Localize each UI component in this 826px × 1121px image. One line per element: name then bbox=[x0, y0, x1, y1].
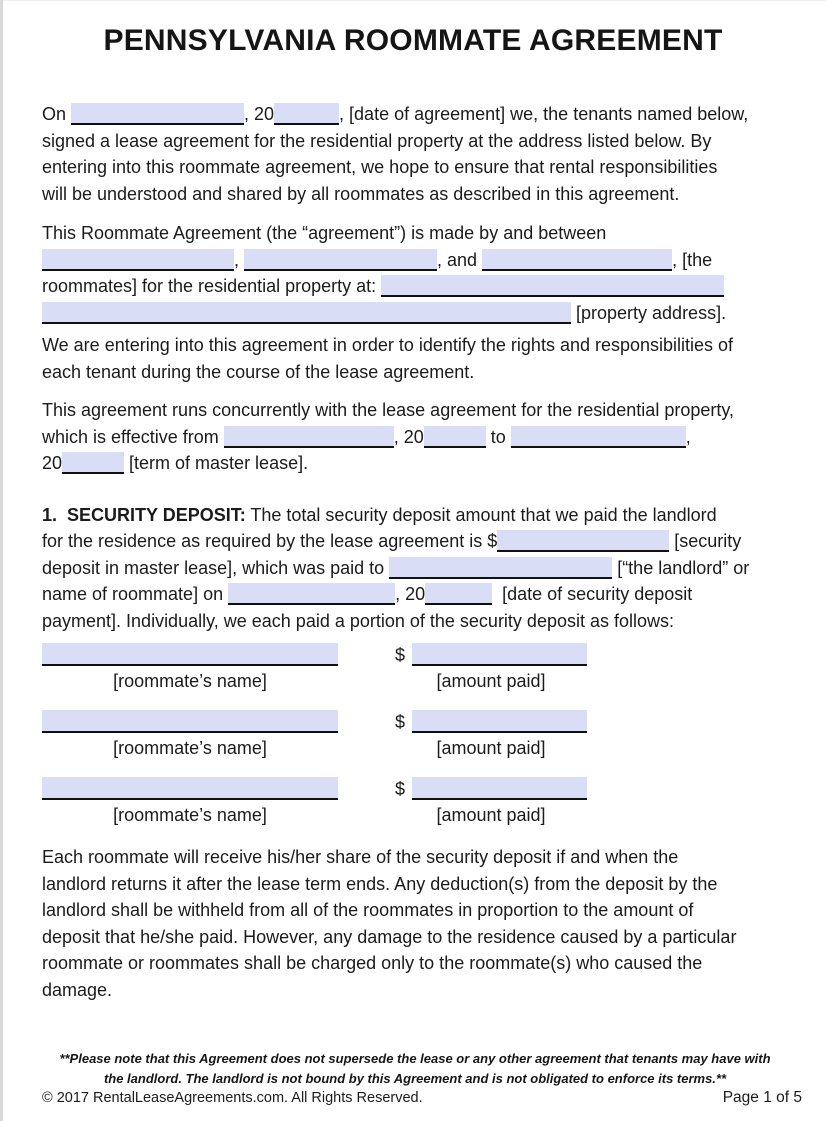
text-line bbox=[42, 924, 790, 951]
roommate-name-label: [roommate’s name] bbox=[113, 805, 267, 825]
section-heading: 1. SECURITY DEPOSIT: bbox=[42, 504, 246, 525]
fill-in-blank[interactable] bbox=[381, 275, 724, 297]
roommate-name-column bbox=[42, 777, 338, 827]
text-run: will be understood and shared by all roommates as described in this agreement. bbox=[42, 183, 680, 204]
dollar-sign: $ bbox=[395, 779, 406, 799]
paragraph-purpose bbox=[42, 332, 790, 385]
text-run: , and bbox=[437, 249, 483, 270]
paragraph-lease-term bbox=[42, 397, 790, 477]
text-run: which is effective from bbox=[42, 426, 224, 447]
footer-disclaimer-line-1: **Please note that this Agreement does not supersede the lease or any other agreement that tenants may have with bbox=[59, 1051, 771, 1066]
text-line bbox=[42, 359, 790, 386]
amount-paid-blank[interactable] bbox=[412, 710, 587, 733]
dollar-sign: $ bbox=[395, 645, 406, 665]
text-run: [term of master lease]. bbox=[124, 453, 309, 473]
fill-in-blank[interactable] bbox=[71, 103, 244, 125]
text-run: roommates] for the residential property at: bbox=[42, 276, 382, 296]
text-line bbox=[42, 181, 790, 208]
text-run: , [date of agreement] we, the tenants named below, bbox=[339, 104, 749, 124]
text-line bbox=[42, 528, 790, 555]
text-run: On bbox=[42, 104, 72, 124]
text-line bbox=[42, 247, 790, 274]
amount-paid-column bbox=[395, 777, 587, 827]
amount-line bbox=[395, 710, 587, 733]
fill-in-blank[interactable] bbox=[424, 426, 486, 448]
footer-disclaimer-line-2: the landlord. The landlord is not bound by this Agreement and is not obligated to enforce its terms.** bbox=[103, 1070, 727, 1086]
text-run: damage. bbox=[42, 979, 113, 1000]
text-run: This Roommate Agreement (the “agreement”) is made by and between bbox=[42, 223, 607, 243]
text-run: Each roommate will receive his/her share of the security deposit if and when the bbox=[42, 847, 679, 867]
text-line bbox=[42, 300, 790, 327]
text-run: 20 bbox=[42, 453, 63, 473]
text-run: deposit that he/she paid. However, any damage to the residence caused by a particular bbox=[42, 926, 737, 947]
paragraph-intro-date bbox=[42, 101, 790, 207]
roommate-name-label: [roommate’s name] bbox=[113, 738, 267, 758]
text-run: [“the landlord” or bbox=[612, 557, 750, 578]
amount-paid-blank[interactable] bbox=[412, 777, 587, 800]
text-run: deposit in master lease], which was paid to bbox=[42, 557, 390, 578]
text-run: landlord shall be withheld from all of the roommates in proportion to the amount of bbox=[42, 900, 694, 920]
paragraph-parties bbox=[42, 220, 790, 326]
text-run: This agreement runs concurrently with the lease agreement for the residential property, bbox=[42, 400, 735, 420]
roommate-name-blank[interactable] bbox=[42, 710, 338, 733]
amount-paid-label: [amount paid] bbox=[436, 805, 546, 825]
copyright-text: © 2017 RentalLeaseAgreements.com. All Rights Reserved. bbox=[42, 1090, 423, 1106]
fill-in-blank[interactable] bbox=[244, 249, 437, 271]
text-run: We are entering into this agreement in order to identify the rights and responsibilities of bbox=[42, 335, 734, 355]
fill-in-blank[interactable] bbox=[497, 530, 669, 552]
fill-in-blank[interactable] bbox=[62, 452, 124, 474]
text-run: , 20 bbox=[395, 584, 426, 604]
fill-in-blank[interactable] bbox=[389, 557, 612, 579]
footer-row bbox=[42, 1089, 802, 1107]
text-run: The total security deposit amount that we paid the landlord bbox=[245, 504, 717, 525]
roommate-name-label: [roommate’s name] bbox=[113, 671, 267, 691]
text-line bbox=[42, 450, 790, 477]
text-line bbox=[42, 220, 790, 247]
amount-paid-label: [amount paid] bbox=[436, 671, 546, 691]
text-run: to bbox=[485, 426, 511, 447]
fill-in-blank[interactable] bbox=[42, 302, 571, 324]
text-line bbox=[42, 502, 790, 529]
amount-paid-blank[interactable] bbox=[412, 643, 587, 666]
text-run: [date of security deposit bbox=[492, 584, 693, 604]
roommate-name-column bbox=[42, 643, 338, 693]
paragraph-deposit-return bbox=[42, 844, 790, 1003]
text-run: , bbox=[685, 426, 691, 447]
fill-in-blank[interactable] bbox=[511, 426, 686, 448]
text-line bbox=[42, 273, 790, 300]
dollar-sign: $ bbox=[395, 712, 406, 732]
fill-in-blank[interactable] bbox=[224, 426, 394, 448]
roommate-name-column bbox=[42, 710, 338, 760]
fill-in-blank[interactable] bbox=[42, 249, 234, 271]
text-line bbox=[42, 581, 790, 608]
fill-in-blank[interactable] bbox=[425, 583, 492, 605]
text-line bbox=[42, 424, 790, 451]
deposit-allocation-rows bbox=[42, 640, 790, 827]
text-line bbox=[42, 897, 790, 924]
roommate-name-blank[interactable] bbox=[42, 643, 338, 666]
paragraph-security-deposit bbox=[42, 502, 790, 635]
text-line bbox=[42, 154, 790, 181]
text-run: landlord returns it after the lease term ends. Any deduction(s) from the deposit by the bbox=[42, 873, 718, 894]
text-line bbox=[42, 128, 790, 155]
text-run: each tenant during the course of the lease agreement. bbox=[42, 361, 475, 382]
text-run: signed a lease agreement for the residential property at the address listed below. By bbox=[42, 130, 712, 151]
text-run: , bbox=[234, 249, 245, 270]
deposit-row bbox=[42, 777, 790, 827]
text-line bbox=[42, 101, 790, 128]
document-body bbox=[42, 101, 790, 1016]
page-number: Page 1 of 5 bbox=[722, 1089, 802, 1106]
text-line bbox=[42, 871, 790, 898]
text-line bbox=[42, 844, 790, 871]
text-line bbox=[42, 555, 790, 582]
deposit-row bbox=[42, 710, 790, 760]
text-line bbox=[42, 608, 790, 635]
text-line bbox=[42, 950, 790, 977]
text-run: , 20 bbox=[244, 104, 275, 124]
text-line bbox=[42, 397, 790, 424]
amount-paid-column bbox=[395, 643, 587, 693]
amount-line bbox=[395, 643, 587, 666]
text-run: , [the bbox=[672, 249, 713, 270]
document-title: PENNSYLVANIA ROOMMATE AGREEMENT bbox=[103, 24, 723, 57]
deposit-row bbox=[42, 643, 790, 693]
fill-in-blank[interactable] bbox=[228, 583, 395, 605]
text-run: name of roommate] on bbox=[42, 584, 229, 604]
text-run: roommate or roommates shall be charged only to the roommate(s) who caused the bbox=[42, 953, 703, 973]
text-run: entering into this roommate agreement, we hope to ensure that rental responsibilities bbox=[42, 157, 718, 177]
fill-in-blank[interactable] bbox=[274, 103, 339, 125]
text-run: [property address]. bbox=[571, 302, 727, 323]
text-run: , 20 bbox=[393, 426, 424, 447]
amount-paid-column bbox=[395, 710, 587, 760]
amount-line bbox=[395, 777, 587, 800]
text-run: for the residence as required by the lease agreement is $ bbox=[42, 531, 498, 551]
fill-in-blank[interactable] bbox=[482, 249, 672, 271]
text-line bbox=[42, 332, 790, 359]
text-run: [security bbox=[669, 531, 742, 551]
roommate-name-blank[interactable] bbox=[42, 777, 338, 800]
amount-paid-label: [amount paid] bbox=[436, 738, 546, 758]
footer-disclaimer bbox=[42, 1049, 788, 1088]
text-line bbox=[42, 977, 790, 1004]
text-run: payment]. Individually, we each paid a portion of the security deposit as follows: bbox=[42, 610, 675, 631]
